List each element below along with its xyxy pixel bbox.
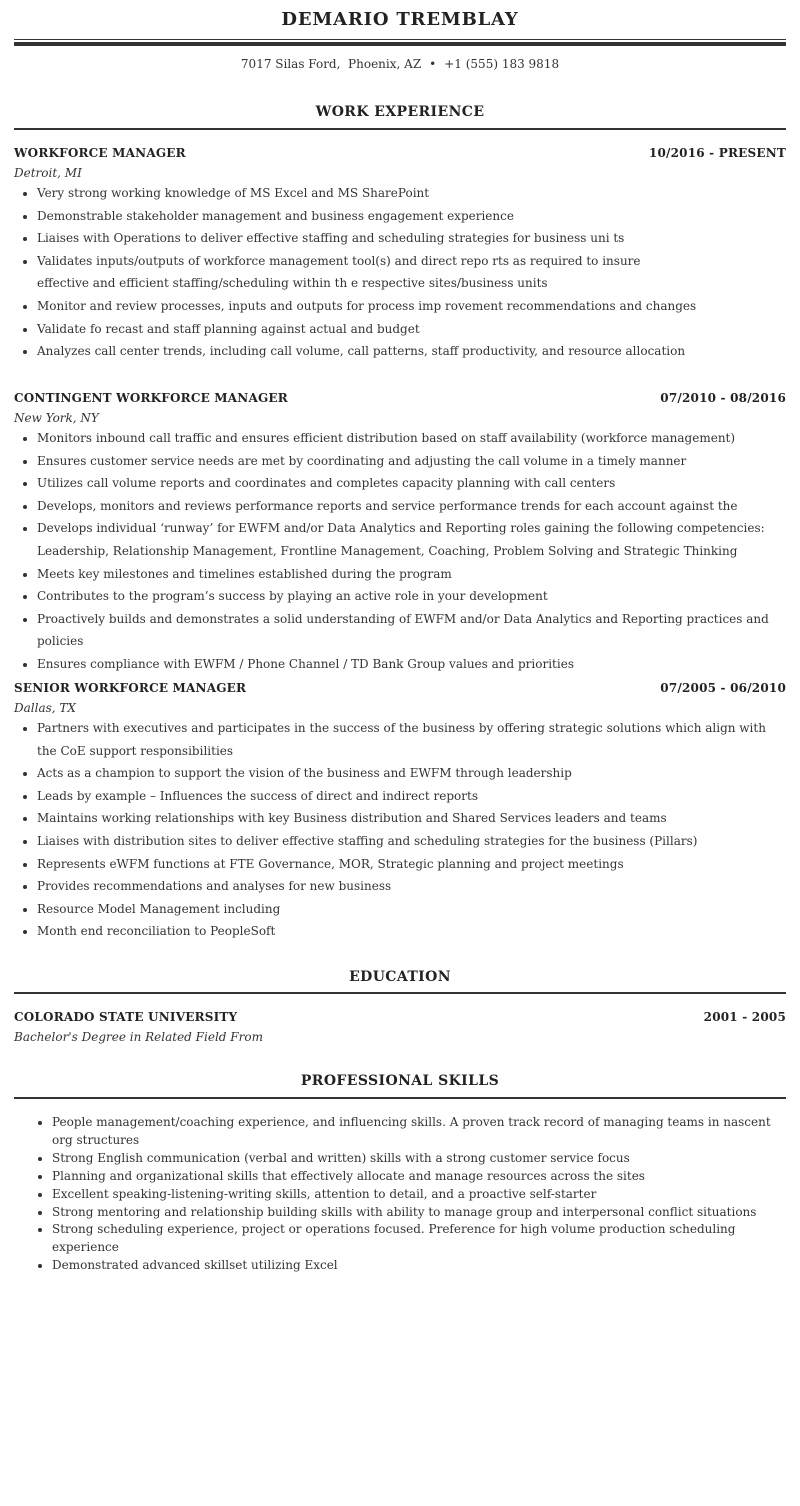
job-responsibilities	[14, 182, 786, 363]
list-item: • Develops, monitors and reviews performance reports and service performance trends for each account against the	[37, 495, 786, 518]
header-divider-thin	[14, 39, 786, 40]
contact-phone: +1 (555) 183 9818	[444, 57, 560, 71]
list-item: • Validate fo recast and staff planning against actual and budget	[37, 318, 786, 341]
section-divider-skills	[14, 1097, 786, 1099]
job-dates: 07/2010 - 08/2016	[660, 391, 786, 405]
list-item: • Acts as a champion to support the vision of the business and EWFM through leadership	[37, 762, 786, 785]
job-entry-3	[14, 681, 786, 943]
list-item: • Liaises with distribution sites to deliver effective staffing and scheduling strategies for the business (Pillars)	[37, 830, 786, 853]
job-entry-2	[14, 391, 786, 676]
job-title: SENIOR WORKFORCE MANAGER	[14, 681, 247, 695]
job-header	[14, 681, 786, 699]
job-header	[14, 391, 786, 409]
education-entry	[14, 1010, 786, 1046]
list-item: • Provides recommendations and analyses for new business	[37, 875, 786, 898]
job-responsibilities	[14, 427, 786, 676]
list-item: • Monitor and review processes, inputs and outputs for process imp rovement recommendations and changes	[37, 295, 786, 318]
list-item: • Represents eWFM functions at FTE Governance, MOR, Strategic planning and project meetings	[37, 853, 786, 876]
list-item: • Partners with executives and participates in the success of the business by offering strategic solutions which align with the CoE support responsibilities	[37, 717, 786, 762]
list-item: • Leads by example – Influences the success of direct and indirect reports	[37, 785, 786, 808]
list-item: • Very strong working knowledge of MS Excel and MS SharePoint	[37, 182, 786, 205]
job-title: CONTINGENT WORKFORCE MANAGER	[14, 391, 288, 405]
contact-line	[0, 57, 800, 71]
section-title-education: EDUCATION	[349, 969, 451, 985]
list-item: • Month end reconciliation to PeopleSoft	[37, 920, 786, 943]
list-item: • Resource Model Management including	[37, 898, 786, 921]
job-location: Detroit, MI	[14, 166, 82, 180]
degree: Bachelor's Degree in Related Field From	[14, 1030, 263, 1044]
section-title-professional-skills: PROFESSIONAL SKILLS	[300, 1073, 500, 1089]
list-item: • Proactively builds and demonstrates a solid understanding of EWFM and/or Data Analytics and Reporting practices and policies	[37, 608, 786, 653]
list-item: • Meets key milestones and timelines established during the program	[37, 563, 786, 586]
list-item: • Excellent speaking-listening-writing skills, attention to detail, and a proactive self-starter	[52, 1186, 786, 1204]
list-item: • Ensures compliance with EWFM / Phone Channel / TD Bank Group values and priorities	[37, 653, 786, 676]
list-item: • Monitors inbound call traffic and ensures efficient distribution based on staff availability (workforce management)	[37, 427, 786, 450]
education-dates: 2001 - 2005	[703, 1010, 786, 1024]
candidate-name: DEMARIO TREMBLAY	[281, 9, 519, 30]
header-divider-thick	[14, 42, 786, 46]
education-header	[14, 1010, 786, 1028]
section-title-work-experience: WORK EXPERIENCE	[315, 104, 485, 120]
job-title: WORKFORCE MANAGER	[14, 146, 186, 160]
job-dates: 07/2005 - 06/2010	[660, 681, 786, 695]
job-header	[14, 146, 786, 164]
list-item: • Liaises with Operations to deliver effective staffing and scheduling strategies for business uni ts	[37, 227, 786, 250]
section-divider-education	[14, 992, 786, 994]
list-item: • Develops individual ‘runway’ for EWFM and/or Data Analytics and Reporting roles gaining the following competencies: Leadership, Relationship Management, Frontline Management, Coaching, Problem Solving and Strategic Thinking	[37, 517, 786, 562]
list-item: • Demonstrable stakeholder management and business engagement experience	[37, 205, 786, 228]
list-item: • Planning and organizational skills that effectively allocate and manage resources across the sites	[52, 1168, 786, 1186]
list-item: • Strong English communication (verbal and written) skills with a strong customer service focus	[52, 1150, 786, 1168]
list-item: • Maintains working relationships with key Business distribution and Shared Services leaders and teams	[37, 807, 786, 830]
list-item: • Demonstrated advanced skillset utilizing Excel	[52, 1257, 786, 1275]
contact-address: 7017 Silas Ford, Phoenix, AZ	[240, 57, 422, 71]
job-location: Dallas, TX	[14, 701, 76, 715]
list-item: • Ensures customer service needs are met by coordinating and adjusting the call volume in a timely manner	[37, 450, 786, 473]
list-item: • Analyzes call center trends, including call volume, call patterns, staff productivity, and resource allocation	[37, 340, 786, 363]
job-responsibilities	[14, 717, 786, 943]
list-item: • Validates inputs/outputs of workforce management tool(s) and direct repo rts as required to insure effective and efficient staffing/scheduling within th e respective sites/business units	[37, 250, 786, 295]
skills-list	[14, 1114, 786, 1275]
list-item: • Utilizes call volume reports and coordinates and completes capacity planning with call centers	[37, 472, 786, 495]
school-name: COLORADO STATE UNIVERSITY	[14, 1010, 238, 1024]
job-dates: 10/2016 - PRESENT	[648, 146, 786, 160]
job-entry-1	[14, 146, 786, 363]
list-item: • Strong scheduling experience, project or operations focused. Preference for high volume production scheduling experience	[52, 1221, 786, 1257]
list-item: • Contributes to the program’s success by playing an active role in your development	[37, 585, 786, 608]
list-item: • People management/coaching experience, and influencing skills. A proven track record of managing teams in nascent org structures	[52, 1114, 786, 1150]
list-item: • Strong mentoring and relationship building skills with ability to manage group and interpersonal conflict situations	[52, 1204, 786, 1222]
section-divider-work	[14, 128, 786, 130]
job-location: New York, NY	[14, 411, 99, 425]
contact-separator: •	[429, 57, 437, 71]
